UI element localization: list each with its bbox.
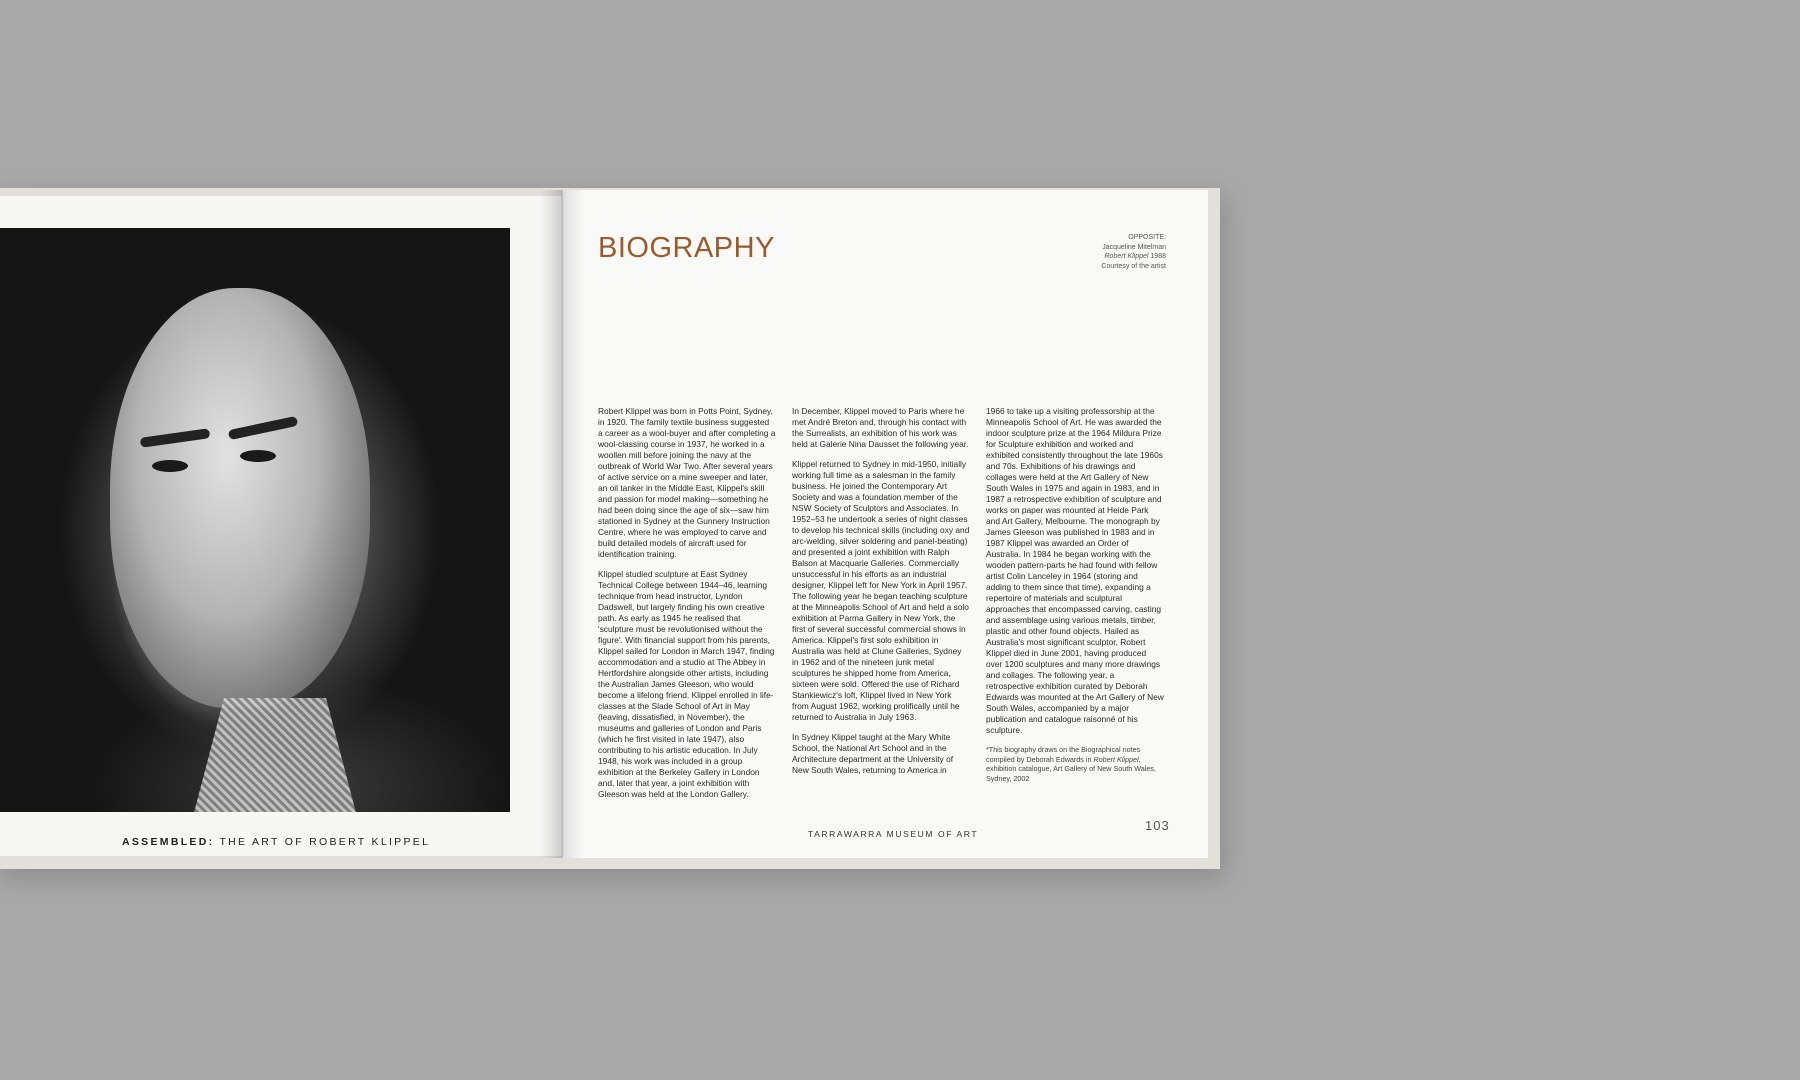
caption-line-3 [1060,252,1166,262]
running-head-left [122,836,430,848]
portrait-eye-right [240,450,276,462]
text-column-1 [598,406,776,809]
portrait-face [110,288,370,708]
portrait-eye-left [152,460,188,472]
footnote [986,745,1164,783]
book-gutter [540,190,584,858]
page-number: 103 [1145,818,1170,833]
caption-year: 1988 [1148,253,1166,260]
portrait-photo [0,228,510,812]
footnote-text-b: , exhibition catalogue, Art Gallery of New South Wales, Sydney, 2002 [986,754,1156,783]
photo-caption [1060,233,1166,271]
running-head-bold: ASSEMBLED: [122,836,215,848]
caption-line-2: Jacqueline Mitelman [1102,243,1166,251]
paragraph: In December, Klippel moved to Paris where he met André Breton and, through his contact with the Surrealists, an exhibition of his work was held at Galerie Nina Dausset the following year. [792,406,969,449]
running-head-rest: THE ART OF ROBERT KLIPPEL [214,836,431,848]
page-title: BIOGRAPHY [598,232,775,264]
paragraph: Klippel studied sculpture at East Sydney Technical College between 1944–46, learning technique from head instructor, Lyndon Dadswell, but largely finding his own creative path. As early as 1945 he realised that 'sculpture must be revolutionised without the figure'. With financial support from his parents, Klippel sailed for London in March 1947, finding accommodation and a studio at The Abbey in Hertfordshire alongside other artists, including the Australian James Gleeson, who would become a lifelong friend. Klippel enrolled in life-classes at the Slade School of Art in May (leaving, dissatisfied, in November), the museums and galleries of London and Paris (which he first visited in late 1947), also contributing to his artistic education. In July 1948, his work was included in a group exhibition at the Berkeley Gallery in London and, later that year, a joint exhibition with Gleeson was held at the London Gallery. [598,569,775,799]
paragraph: Robert Klippel was born in Potts Point, Sydney, in 1920. The family textile business suggested a career as a wool-buyer and after completing a wool-classing course in 1937, he worked in a woollen mill before joining the navy at the outbreak of World War Two. After several years of active service on a mine sweeper and later, an oil tanker in the Middle East, Klippel's skill and passion for model making—something he had been doing since the age of six—saw him stationed in Sydney at the Gunnery Instruction Centre, where he was employed to carve and build detailed models of aircraft used for identification training. [598,406,776,559]
paragraph: Klippel returned to Sydney in mid-1950, initially working full time as a salesman in the family business. He joined the Contemporary Art Society and was a foundation member of the NSW Society of Sculptors and Associates. In 1952–53 he undertook a series of night classes to develop his technical skills (including oxy and arc-welding, silver soldering and panel-beating) and presented a joint exhibition with Ralph Balson at Macquarie Galleries. Commercially unsuccessful in his efforts as an industrial designer, Klippel left for New York in April 1957. The following year he began teaching sculpture at the Minneapolis School of Art and held a solo exhibition at Parma Gallery in New York, the first of several successful commercial shows in America. Klippel's first solo exhibition in Australia was held at Clune Galleries, Sydney in 1962 and of the nineteen junk metal sculptures he shipped home from America, sixteen were sold. Offered the use of Richard Stankiewicz's loft, Klippel lived in New York from August 1962, working prolifically until he returned to Australia in July 1963. [792,459,970,722]
paragraph: In Sydney Klippel taught at the Mary White School, the National Art School and in the Architecture department at the University of New South Wales, returning to America in [792,732,954,775]
portrait-shirt [190,698,360,812]
caption-line-1: OPPOSITE: [1128,234,1166,241]
text-column-2 [792,406,970,785]
running-foot-right: TARRAWARRA MUSEUM OF ART [808,829,979,839]
text-column-3 [986,406,1164,792]
caption-line-4: Courtesy of the artist [1101,262,1166,270]
caption-title: Robert Klippel [1104,253,1149,260]
paragraph: 1966 to take up a visiting professorship at the Minneapolis School of Art. He was awarded the indoor sculpture prize at the 1964 Mildura Prize for Sculpture exhibition and worked and exhibited consistently throughout the late 1960s and 70s. Exhibitions of his drawings and collages were held at the Art Gallery of New South Wales in 1975 and again in 1983, and in 1987 a retrospective exhibition of sculpture and works on paper was mounted at Heide Park and Art Gallery, Melbourne. The monograph by James Gleeson was published in 1983 and in 1987 Klippel was awarded an Order of Australia. In 1984 he began working with the wooden pattern-parts he had found with fellow artist Colin Lanceley in 1964 (storing and adding to them since that time), expanding a repertoire of materials and sculptural approaches that encompassed carving, casting and assemblage using various metals, timber, plastic and other found objects. Hailed as Australia's most significant sculptor, Robert Klippel died in June 2001, having produced over 1200 sculptures and many more drawings and collages. The following year, a retrospective exhibition curated by Deborah Edwards was mounted at the Art Gallery of New South Wales, accompanied by a major publication and catalogue raisonné of his sculpture. [986,406,1164,735]
footnote-italic: Robert Klippel [1093,754,1139,764]
footnote-text-a: *This biography draws on the Biographical notes compiled by Deborah Edwards in [986,745,1141,764]
